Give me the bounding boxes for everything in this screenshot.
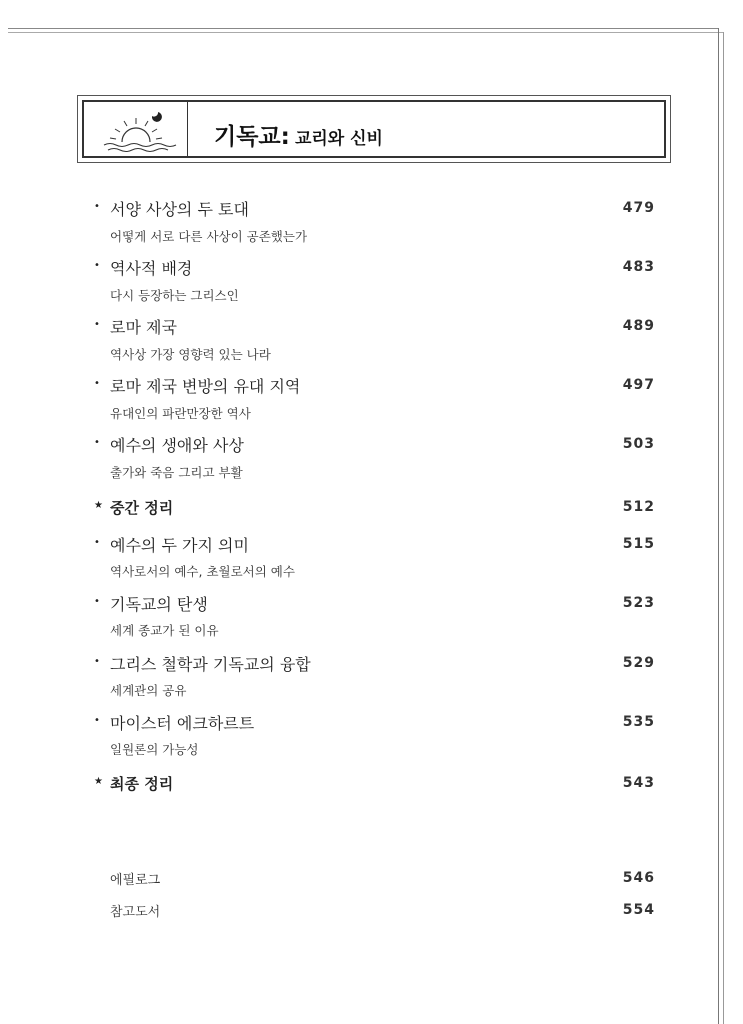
- entry-page: 497: [622, 377, 655, 393]
- bullet-marker: •: [94, 437, 100, 448]
- entry-subtitle: 일원론의 가능성: [110, 742, 199, 757]
- entry-title: 마이스터 에크하르트: [110, 714, 255, 733]
- entry-subtitle: 다시 등장하는 그리스인: [110, 288, 239, 303]
- entry-title: 기독교의 탄생: [110, 595, 208, 614]
- entry-page: 503: [622, 436, 655, 452]
- entry-subtitle: 역사로서의 예수, 초월로서의 예수: [110, 564, 295, 579]
- entry-subtitle: 세계 종교가 된 이유: [110, 623, 219, 638]
- page-frame-right-inner: [723, 32, 724, 1024]
- entry-title: 예수의 생애와 사상: [110, 436, 244, 455]
- entry-page: 479: [622, 200, 655, 216]
- chapter-header-inner: [82, 100, 666, 158]
- extra-title: 에필로그: [110, 873, 161, 888]
- bullet-marker: •: [94, 596, 100, 607]
- entry-subtitle: 유대인의 파란만장한 역사: [110, 406, 251, 421]
- bullet-marker: •: [94, 537, 100, 548]
- star-marker: ★: [94, 500, 103, 511]
- entry-page: 489: [622, 318, 655, 334]
- entry-page: 512: [622, 499, 655, 515]
- bullet-marker: •: [94, 260, 100, 271]
- entry-subtitle: 어떻게 서로 다른 사상이 공존했는가: [110, 229, 308, 244]
- star-marker: ★: [94, 776, 103, 787]
- entry-title: 예수의 두 가지 의미: [110, 536, 249, 555]
- bullet-marker: •: [94, 715, 100, 726]
- entry-title: 그리스 철학과 기독교의 융합: [110, 655, 311, 674]
- chapter-header: [77, 95, 671, 163]
- bullet-marker: •: [94, 319, 100, 330]
- page-frame-top: [8, 28, 718, 29]
- extra-title: 참고도서: [110, 905, 161, 920]
- entry-page: 529: [622, 655, 655, 671]
- sunrise-moon-icon: [94, 108, 178, 156]
- entry-title: 역사적 배경: [110, 259, 193, 278]
- entry-subtitle: 역사상 가장 영향력 있는 나라: [110, 347, 271, 362]
- entry-title: 중간 정리: [110, 499, 174, 517]
- bullet-marker: •: [94, 656, 100, 667]
- header-divider: [187, 102, 188, 156]
- chapter-title-colon: :: [280, 124, 290, 150]
- entry-title: 최종 정리: [110, 775, 174, 793]
- entry-page: 483: [622, 259, 655, 275]
- entry-title: 로마 제국 변방의 유대 지역: [110, 377, 301, 396]
- entry-subtitle: 출가와 죽음 그리고 부활: [110, 465, 243, 480]
- bullet-marker: •: [94, 378, 100, 389]
- entry-title: 서양 사상의 두 토대: [110, 200, 249, 219]
- entry-title: 로마 제국: [110, 318, 177, 337]
- bullet-marker: •: [94, 201, 100, 212]
- entry-page: 515: [622, 536, 655, 552]
- extra-page: 554: [622, 902, 655, 918]
- entry-subtitle: 세계관의 공유: [110, 683, 187, 698]
- chapter-title-main: 기독교: [214, 124, 281, 150]
- entry-page: 543: [622, 775, 655, 791]
- page-frame-top-inner: [8, 32, 724, 33]
- page-frame-right: [718, 28, 719, 1024]
- entry-page: 523: [622, 595, 655, 611]
- entry-page: 535: [622, 714, 655, 730]
- extra-page: 546: [622, 870, 655, 886]
- chapter-title: [214, 118, 383, 151]
- chapter-title-sub: 교리와 신비: [294, 129, 383, 149]
